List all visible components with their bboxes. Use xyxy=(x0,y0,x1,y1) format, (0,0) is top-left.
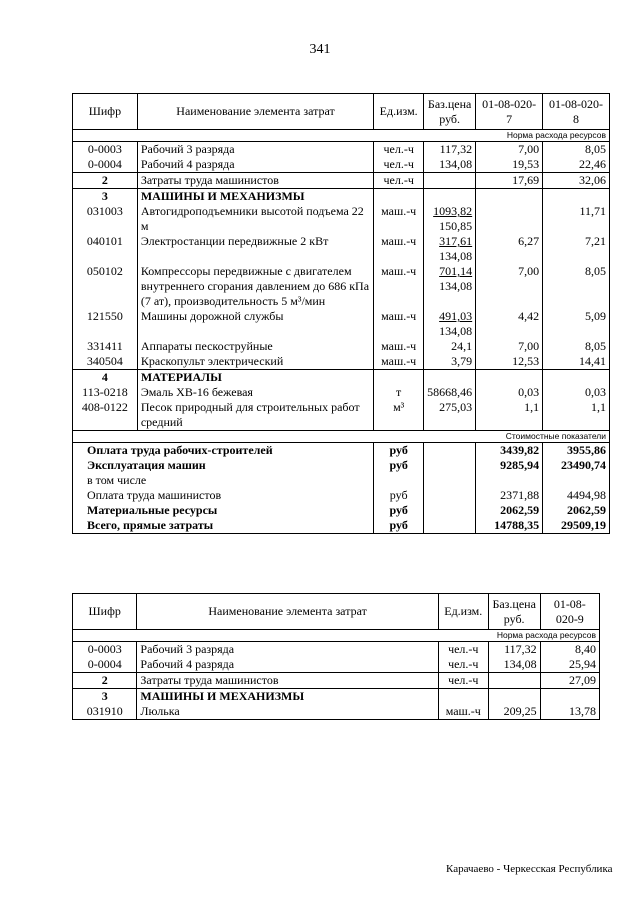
code-cell xyxy=(73,234,138,264)
header-col-9: 01-08-020-9 xyxy=(540,594,599,630)
unit-cell-text: чел.-ч xyxy=(383,142,414,156)
value-cell-7-text: 19,53 xyxy=(512,157,540,171)
price-cell-text: 117,32 xyxy=(504,642,537,656)
price-cell-text: 701,14 xyxy=(439,264,473,278)
unit-cell-text: маш.-ч xyxy=(381,234,417,248)
summary-value-8-text: 2062,59 xyxy=(567,503,606,517)
summary-value-7 xyxy=(476,443,543,459)
value-cell-9-text: 27,09 xyxy=(569,673,596,687)
name-cell xyxy=(137,173,373,189)
value-cell-7 xyxy=(476,189,543,205)
summary-unit xyxy=(374,443,424,459)
code-cell-text: 113-0218 xyxy=(82,385,128,399)
summary-value-8 xyxy=(543,473,610,488)
summary-unit xyxy=(374,518,424,534)
name-cell-text: Эмаль ХВ-16 бежевая xyxy=(140,385,253,399)
unit-cell xyxy=(438,689,488,705)
value-cell-8 xyxy=(543,370,610,386)
unit-cell-text: м³ xyxy=(393,400,405,414)
code-cell-text: 121550 xyxy=(86,309,123,323)
price-cell xyxy=(424,370,476,386)
value-cell-9 xyxy=(540,704,599,720)
price-cell-text: 1093,82 xyxy=(433,204,473,218)
code-cell-text: 331411 xyxy=(87,339,123,353)
price-cell-text: 317,61 xyxy=(439,234,473,248)
summary-value-8-text: 23490,74 xyxy=(561,458,606,472)
code-cell-text: 0-0003 xyxy=(87,142,122,156)
value-cell-9-text: 8,40 xyxy=(575,642,596,656)
table-row xyxy=(73,309,610,339)
table-row xyxy=(73,234,610,264)
table-2-body xyxy=(73,642,600,720)
summary-value-7 xyxy=(476,518,543,534)
summary-value-7-text: 2062,59 xyxy=(500,503,540,517)
value-cell-7-text: 6,27 xyxy=(518,234,540,248)
unit-cell-text: чел.-ч xyxy=(448,673,479,687)
value-cell-7-text: 7,00 xyxy=(518,264,540,278)
name-cell xyxy=(137,657,438,673)
code-cell xyxy=(73,204,138,234)
summary-value-7-text: 9285,94 xyxy=(500,458,540,472)
price-cell xyxy=(424,234,476,264)
name-cell xyxy=(137,189,373,205)
code-cell xyxy=(73,264,138,309)
name-cell xyxy=(137,264,373,309)
name-cell xyxy=(137,204,373,234)
code-cell xyxy=(73,354,138,370)
unit-cell xyxy=(374,173,424,189)
name-cell-text: Машины дорожной службы xyxy=(140,309,284,323)
summary-row xyxy=(73,488,610,503)
unit-cell-text: чел.-ч xyxy=(448,657,479,671)
table-row xyxy=(73,673,600,689)
price-cell xyxy=(424,189,476,205)
code-cell xyxy=(73,400,138,431)
summary-unit xyxy=(374,503,424,518)
header-col-7: 01-08-020-7 xyxy=(476,94,543,130)
value-cell-9-text: 13,78 xyxy=(569,704,596,718)
value-cell-8-text: 8,05 xyxy=(585,339,606,353)
unit-cell-text: маш.-ч xyxy=(381,204,417,218)
value-cell-8 xyxy=(543,234,610,264)
page-number: 341 xyxy=(309,42,331,57)
price-cell-text: 3,79 xyxy=(451,354,473,368)
name-cell xyxy=(137,689,438,705)
value-cell-8-text: 8,05 xyxy=(585,264,606,278)
value-cell-7-text: 0,03 xyxy=(518,385,540,399)
value-cell-8 xyxy=(543,400,610,431)
name-cell-text: Аппараты пескоструйные xyxy=(140,339,273,353)
summary-unit-text: руб xyxy=(389,518,408,532)
table-row xyxy=(73,339,610,354)
summary-value-7-text: 3439,82 xyxy=(500,443,540,457)
table-row xyxy=(73,704,600,720)
code-cell-text: 2 xyxy=(101,173,108,187)
name-cell xyxy=(137,354,373,370)
summary-value-8-text: 29509,19 xyxy=(561,518,606,532)
summary-value-8 xyxy=(543,443,610,459)
price-secondary: 134,08 xyxy=(439,324,473,338)
value-cell-8 xyxy=(543,173,610,189)
norm-label: Норма расхода ресурсов xyxy=(73,630,600,642)
value-cell-7 xyxy=(476,173,543,189)
name-cell-text: МАШИНЫ И МЕХАНИЗМЫ xyxy=(140,689,305,703)
name-cell-text: МАТЕРИАЛЫ xyxy=(140,370,222,384)
table-row xyxy=(73,142,610,158)
price-cell-text: 117,32 xyxy=(439,142,473,156)
value-cell-7 xyxy=(476,234,543,264)
code-cell xyxy=(73,339,138,354)
value-cell-8-text: 32,06 xyxy=(579,173,606,187)
name-cell xyxy=(137,704,438,720)
table-row xyxy=(73,204,610,234)
summary-name: Оплата труда машинистов xyxy=(73,488,374,503)
value-cell-8 xyxy=(543,309,610,339)
norm-label: Норма расхода ресурсов xyxy=(73,130,610,142)
value-cell-8 xyxy=(543,264,610,309)
value-cell-8-text: 5,09 xyxy=(585,309,606,323)
price-cell xyxy=(424,173,476,189)
header-price: Баз.цена руб. xyxy=(424,94,476,130)
name-cell xyxy=(137,234,373,264)
code-cell xyxy=(73,309,138,339)
unit-cell-text: маш.-ч xyxy=(445,704,481,718)
code-cell xyxy=(73,385,138,400)
value-cell-9-text: 25,94 xyxy=(569,657,596,671)
name-cell-text: Затраты труда машинистов xyxy=(140,673,279,687)
price-cell xyxy=(488,689,540,705)
summary-unit xyxy=(374,473,424,488)
unit-cell xyxy=(374,142,424,158)
code-cell-text: 040101 xyxy=(86,234,123,248)
value-cell-9 xyxy=(540,673,599,689)
value-cell-8 xyxy=(543,354,610,370)
summary-value-8 xyxy=(543,488,610,503)
name-cell xyxy=(137,385,373,400)
summary-value-7 xyxy=(476,473,543,488)
code-cell xyxy=(73,689,137,705)
summary-empty xyxy=(424,518,476,534)
code-cell xyxy=(73,142,138,158)
footer-region: Карачаево - Черкесская Республика xyxy=(446,863,613,875)
price-cell xyxy=(488,673,540,689)
unit-cell xyxy=(374,234,424,264)
value-cell-8 xyxy=(543,339,610,354)
name-cell xyxy=(137,673,438,689)
summary-value-8-text: 4494,98 xyxy=(567,488,606,502)
price-cell xyxy=(488,657,540,673)
name-cell-text: Затраты труда машинистов xyxy=(140,173,279,187)
name-cell-text: Люлька xyxy=(140,704,180,718)
value-cell-8 xyxy=(543,157,610,173)
code-cell xyxy=(73,189,138,205)
value-cell-9 xyxy=(540,689,599,705)
unit-cell-text: маш.-ч xyxy=(381,354,417,368)
table-row xyxy=(73,642,600,658)
code-cell xyxy=(73,704,137,720)
summary-name: Материальные ресурсы xyxy=(73,503,374,518)
summary-unit xyxy=(374,488,424,503)
unit-cell xyxy=(438,704,488,720)
unit-cell xyxy=(374,339,424,354)
summary-empty xyxy=(424,503,476,518)
value-cell-7 xyxy=(476,142,543,158)
unit-cell xyxy=(438,657,488,673)
code-cell-text: 4 xyxy=(101,370,108,384)
value-cell-8-text: 22,46 xyxy=(579,157,606,171)
value-cell-8-text: 1,1 xyxy=(591,400,606,414)
summary-empty xyxy=(424,443,476,459)
price-cell xyxy=(424,157,476,173)
table-1-summary xyxy=(73,443,610,534)
name-cell-text: Рабочий 4 разряда xyxy=(140,157,235,171)
price-cell xyxy=(424,339,476,354)
cost-label: Стоимостные показатели xyxy=(73,431,610,443)
value-cell-7-text: 7,00 xyxy=(518,142,540,156)
summary-value-7 xyxy=(476,488,543,503)
code-cell-text: 408-0122 xyxy=(81,400,128,414)
value-cell-7 xyxy=(476,385,543,400)
name-cell xyxy=(137,642,438,658)
summary-value-7 xyxy=(476,458,543,473)
summary-unit-text: руб xyxy=(389,488,408,502)
code-cell xyxy=(73,370,138,386)
header-code: Шифр xyxy=(73,594,137,630)
table-row xyxy=(73,354,610,370)
table-row xyxy=(73,370,610,386)
value-cell-7 xyxy=(476,400,543,431)
code-cell-text: 2 xyxy=(101,673,108,687)
price-cell xyxy=(488,704,540,720)
unit-cell-text: маш.-ч xyxy=(381,309,417,323)
unit-cell-text: маш.-ч xyxy=(381,264,417,278)
unit-cell xyxy=(374,370,424,386)
summary-row xyxy=(73,458,610,473)
value-cell-8-text: 8,05 xyxy=(585,142,606,156)
name-cell-text: Рабочий 4 разряда xyxy=(140,657,235,671)
header-name: Наименование элемента затрат xyxy=(137,594,438,630)
name-cell-text: Краскопульт электрический xyxy=(140,354,284,368)
unit-cell xyxy=(374,385,424,400)
summary-empty xyxy=(424,473,476,488)
value-cell-7 xyxy=(476,157,543,173)
price-cell-text: 24,1 xyxy=(451,339,473,353)
price-cell xyxy=(424,400,476,431)
summary-row xyxy=(73,518,610,534)
name-cell xyxy=(137,157,373,173)
price-cell xyxy=(424,264,476,309)
resource-table-1 xyxy=(72,93,610,534)
table-row xyxy=(73,157,610,173)
value-cell-8-text: 14,41 xyxy=(579,354,606,368)
name-cell-text: Рабочий 3 разряда xyxy=(140,642,235,656)
name-cell-text: Электростанции передвижные 2 кВт xyxy=(140,234,329,248)
summary-row xyxy=(73,443,610,459)
price-cell-text: 58668,46 xyxy=(427,385,473,399)
code-cell xyxy=(73,173,138,189)
price-cell-text: 209,25 xyxy=(503,704,537,718)
summary-unit-text: руб xyxy=(389,443,408,457)
summary-empty xyxy=(424,458,476,473)
summary-name: Оплата труда рабочих-строителей xyxy=(73,443,374,459)
summary-row xyxy=(73,473,610,488)
price-secondary: 134,08 xyxy=(439,249,473,263)
header-name: Наименование элемента затрат xyxy=(137,94,373,130)
summary-empty xyxy=(424,488,476,503)
code-cell xyxy=(73,673,137,689)
unit-cell xyxy=(374,157,424,173)
table-1-body xyxy=(73,142,610,431)
name-cell-text: Рабочий 3 разряда xyxy=(140,142,235,156)
value-cell-7 xyxy=(476,264,543,309)
name-cell-text: Автогидроподъемники высотой подъема 22 м xyxy=(140,204,364,233)
unit-cell xyxy=(374,309,424,339)
summary-value-7 xyxy=(476,503,543,518)
header-code: Шифр xyxy=(73,94,138,130)
table-row xyxy=(73,689,600,705)
unit-cell xyxy=(374,189,424,205)
price-cell-text: 134,08 xyxy=(503,657,537,671)
table-row xyxy=(73,264,610,309)
summary-unit-text: руб xyxy=(389,503,408,517)
summary-value-7-text: 2371,88 xyxy=(500,488,540,502)
value-cell-7-text: 1,1 xyxy=(524,400,540,414)
summary-unit xyxy=(374,458,424,473)
summary-value-7-text: 14788,35 xyxy=(494,518,540,532)
header-price: Баз.цена руб. xyxy=(488,594,540,630)
summary-value-8 xyxy=(543,518,610,534)
table-row xyxy=(73,385,610,400)
summary-name: Всего, прямые затраты xyxy=(73,518,374,534)
unit-cell xyxy=(374,204,424,234)
value-cell-8-text: 11,71 xyxy=(579,204,606,218)
value-cell-7 xyxy=(476,354,543,370)
resource-table-2 xyxy=(72,593,600,720)
unit-cell-text: маш.-ч xyxy=(381,339,417,353)
value-cell-7-text: 17,69 xyxy=(512,173,540,187)
value-cell-7-text: 12,53 xyxy=(512,354,540,368)
summary-name: Эксплуатация машин xyxy=(73,458,374,473)
value-cell-8 xyxy=(543,385,610,400)
value-cell-7 xyxy=(476,339,543,354)
header-unit: Ед.изм. xyxy=(438,594,488,630)
code-cell-text: 0-0003 xyxy=(87,642,122,656)
price-cell xyxy=(424,385,476,400)
value-cell-8 xyxy=(543,189,610,205)
summary-unit-text: руб xyxy=(389,458,408,472)
value-cell-7-text: 7,00 xyxy=(518,339,540,353)
value-cell-7 xyxy=(476,204,543,234)
summary-row xyxy=(73,503,610,518)
value-cell-7 xyxy=(476,370,543,386)
code-cell-text: 0-0004 xyxy=(87,657,122,671)
price-cell-text: 134,08 xyxy=(439,157,473,171)
code-cell-text: 050102 xyxy=(86,264,123,278)
code-cell-text: 3 xyxy=(101,189,108,203)
code-cell-text: 340504 xyxy=(86,354,123,368)
value-cell-8-text: 7,21 xyxy=(585,234,606,248)
price-cell xyxy=(424,204,476,234)
price-cell xyxy=(424,142,476,158)
unit-cell-text: чел.-ч xyxy=(383,173,414,187)
name-cell xyxy=(137,370,373,386)
name-cell xyxy=(137,309,373,339)
header-unit: Ед.изм. xyxy=(374,94,424,130)
name-cell xyxy=(137,400,373,431)
value-cell-9 xyxy=(540,642,599,658)
code-cell xyxy=(73,657,137,673)
price-cell-text: 491,03 xyxy=(439,309,473,323)
value-cell-8 xyxy=(543,204,610,234)
table-row xyxy=(73,189,610,205)
price-secondary: 134,08 xyxy=(439,279,473,293)
summary-value-8-text: 3955,86 xyxy=(567,443,606,457)
table-row xyxy=(73,657,600,673)
code-cell-text: 0-0004 xyxy=(87,157,122,171)
value-cell-9 xyxy=(540,657,599,673)
name-cell-text: Компрессоры передвижные с двигателем внутреннего сгорания давлением до 686 кПа (7 ат), производительность 5 м³/мин xyxy=(140,264,370,308)
summary-name: в том числе xyxy=(73,473,374,488)
unit-cell xyxy=(438,673,488,689)
price-cell-text: 275,03 xyxy=(439,400,473,414)
unit-cell-text: т xyxy=(396,385,402,399)
code-cell xyxy=(73,157,138,173)
summary-value-8 xyxy=(543,458,610,473)
unit-cell-text: чел.-ч xyxy=(383,157,414,171)
table-row xyxy=(73,400,610,431)
value-cell-7-text: 4,42 xyxy=(518,309,540,323)
price-secondary: 150,85 xyxy=(439,219,473,233)
name-cell-text: Песок природный для строительных работ средний xyxy=(140,400,360,429)
price-cell xyxy=(488,642,540,658)
code-cell-text: 3 xyxy=(101,689,108,703)
code-cell-text: 031910 xyxy=(86,704,123,718)
name-cell xyxy=(137,142,373,158)
name-cell xyxy=(137,339,373,354)
unit-cell-text: чел.-ч xyxy=(448,642,479,656)
summary-value-8 xyxy=(543,503,610,518)
price-cell xyxy=(424,309,476,339)
unit-cell xyxy=(374,400,424,431)
code-cell xyxy=(73,642,137,658)
table-row xyxy=(73,173,610,189)
value-cell-8 xyxy=(543,142,610,158)
unit-cell xyxy=(438,642,488,658)
name-cell-text: МАШИНЫ И МЕХАНИЗМЫ xyxy=(140,189,305,203)
value-cell-8-text: 0,03 xyxy=(585,385,606,399)
price-cell xyxy=(424,354,476,370)
code-cell-text: 031003 xyxy=(86,204,123,218)
unit-cell xyxy=(374,354,424,370)
header-col-8: 01-08-020-8 xyxy=(543,94,610,130)
value-cell-7 xyxy=(476,309,543,339)
unit-cell xyxy=(374,264,424,309)
